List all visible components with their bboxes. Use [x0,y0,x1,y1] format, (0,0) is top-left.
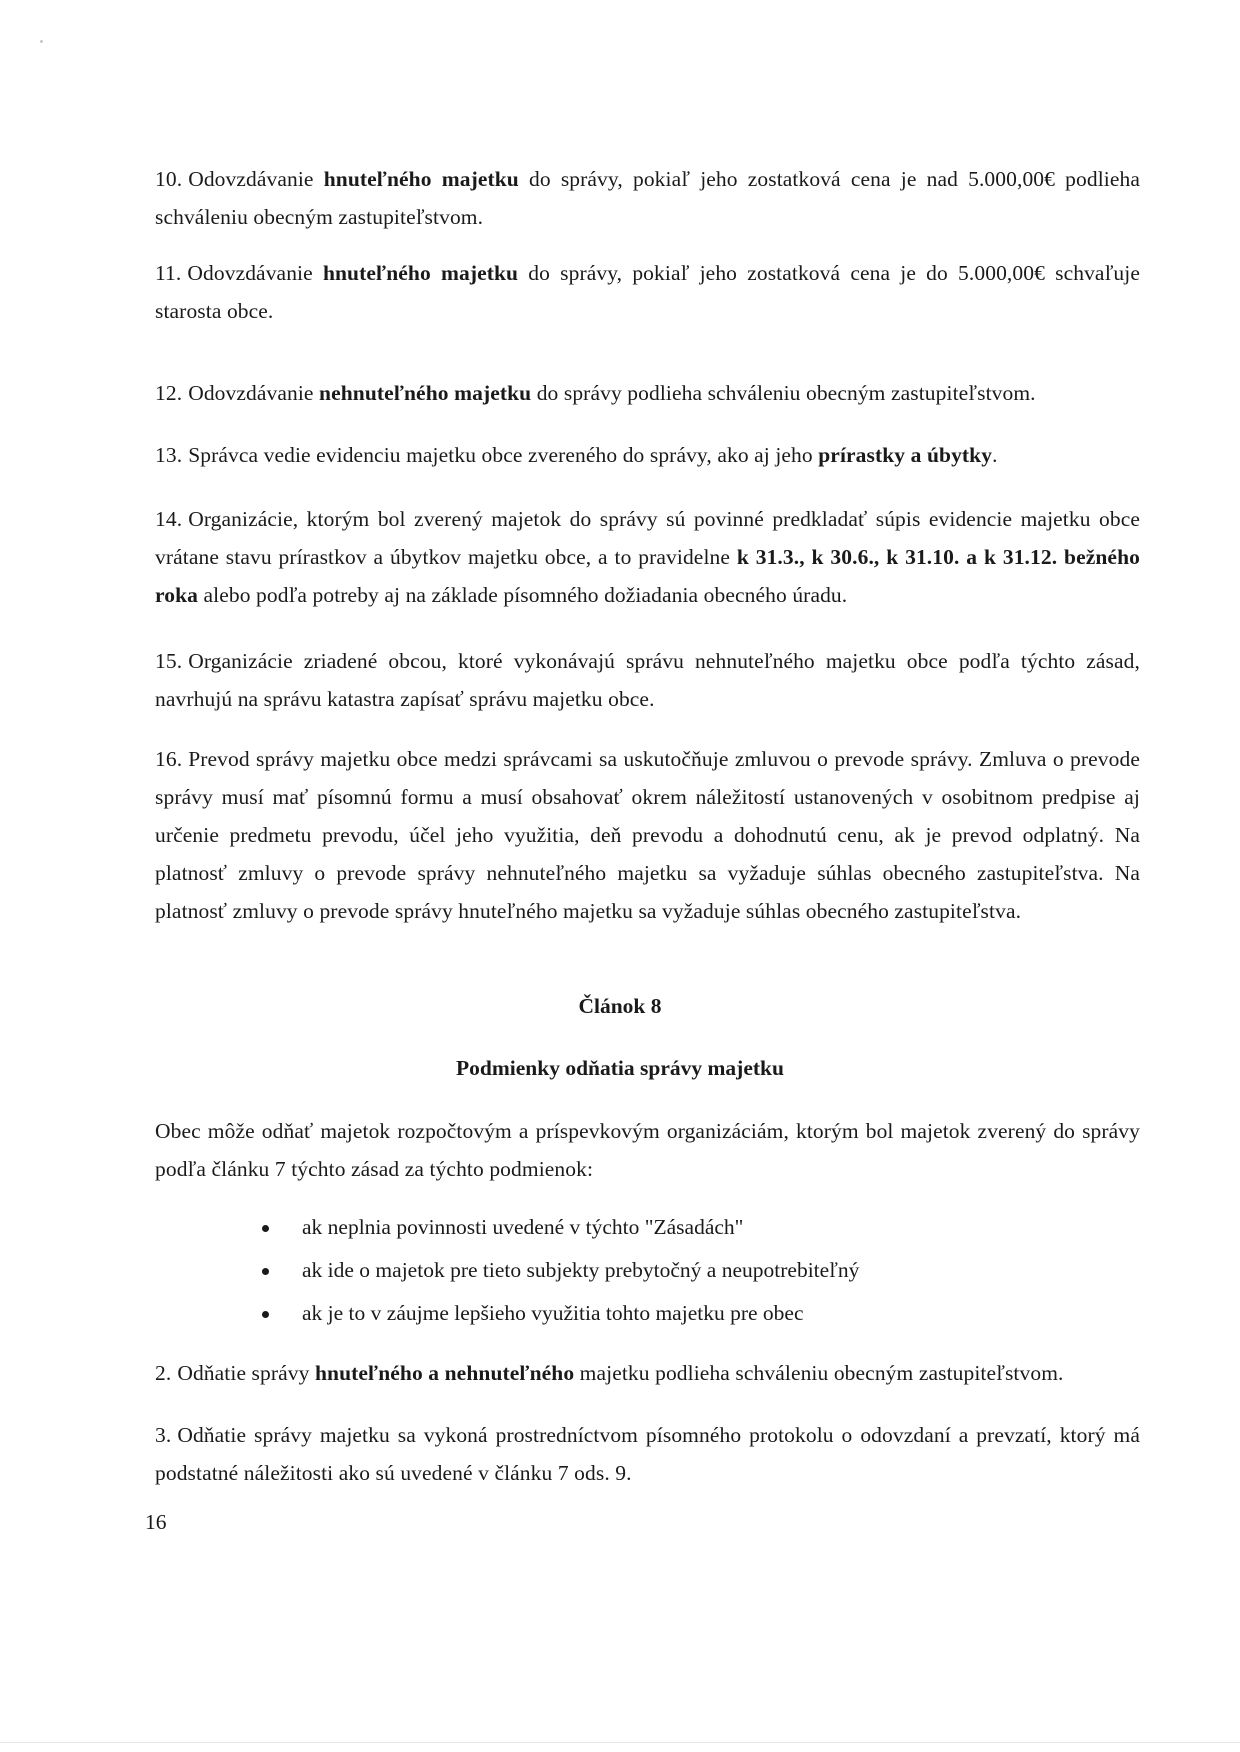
list-item: ak ide o majetok pre tieto subjekty prebytočný a neupotrebiteľný [262,1249,1062,1292]
paragraph-text: Odovzdávanie [188,381,320,405]
article-number: Článok 8 [578,994,662,1018]
paragraph-number: 14. [155,507,183,531]
paragraph-number: 12. [155,381,183,405]
paragraph-number: 16. [155,747,183,771]
conditions-list [262,1206,1062,1335]
paragraph-text: do správy podlieha schváleniu obecným zastupiteľstvom. [531,381,1036,405]
bullet-icon [262,1311,269,1318]
paragraph-text: Odňatie správy [177,1361,315,1385]
paragraph-10 [155,160,1140,236]
paragraph-text: . [992,443,998,467]
paragraph-number: 13. [155,443,183,467]
paragraph-2 [155,1354,1140,1392]
article-intro: Obec môže odňať majetok rozpočtovým a príspevkovým organizáciám, ktorým bol majetok zverený do správy podľa článku 7 týchto zásad za týchto podmienok: [155,1119,1140,1181]
bold-text: hnuteľného a nehnuteľného [314,1361,575,1385]
paragraph-text: alebo podľa potreby aj na základe písomného dožiadania obecného úradu. [198,583,848,607]
paragraph-11 [155,254,1140,330]
bullet-icon [262,1225,269,1232]
bold-text: prírastky a úbytky [818,443,993,467]
paragraph-13 [155,436,1140,474]
paragraph-16 [155,740,1140,930]
paragraph-text: majetku podlieha schváleniu obecným zastupiteľstvom. [574,1361,1064,1385]
scan-speck [40,40,43,43]
paragraph-number: 2. [155,1361,172,1385]
bold-text: k 31.3., k 30.6., k 31.10. a k 31.12. bežného roka [155,545,1140,607]
paragraph-text: do správy, pokiaľ jeho zostatková cena je nad 5.000,00€ podlieha schváleniu obecným zastupiteľstvom. [155,167,1140,229]
paragraph-3 [155,1416,1140,1492]
paragraph-number: 3. [155,1423,172,1447]
paragraph-text: Odňatie správy majetku sa vykoná prostredníctvom písomného protokolu o odovzdaní a prevzatí, ktorý má podstatné náležitosti ako sú uvedené v článku 7 ods. 9. [155,1423,1140,1485]
list-item: ak neplnia povinnosti uvedené v týchto "Zásadách" [262,1206,1062,1249]
paragraph-text: Správca vedie evidenciu majetku obce zvereného do správy, ako aj jeho [188,443,819,467]
bold-text: hnuteľného majetku [323,167,519,191]
paragraph-number: 11. [155,261,182,285]
paragraph-15 [155,642,1140,718]
paragraph-text: Odovzdávanie [187,261,323,285]
paragraph-text: Prevod správy majetku obce medzi správcami sa uskutočňuje zmluvou o prevode správy. Zmluva o prevode správy musí mať písomnú formu a musí obsahovať okrem náležitostí ustanovených v osobitnom predpise aj určenie predmetu prevodu, účel jeho využitia, deň prevodu a dohodnutú cenu, ak je prevod odplatný. Na platnosť zmluvy o prevode správy nehnuteľného majetku sa vyžaduje súhlas obecného zastupiteľstva. Na platnosť zmluvy o prevode správy hnuteľného majetku sa vyžaduje súhlas obecného zastupiteľstva. [155,747,1140,923]
bold-text: nehnuteľného majetku [319,381,532,405]
paragraph-text: Organizácie zriadené obcou, ktoré vykonávajú správu nehnuteľného majetku obce podľa týchto zásad, navrhujú na správu katastra zapísať správu majetku obce. [155,649,1140,711]
bold-text: hnuteľného majetku [322,261,519,285]
paragraph-number: 15. [155,649,183,673]
paragraph-text: do správy, pokiaľ jeho zostatková cena je do 5.000,00€ schvaľuje starosta obce. [155,261,1140,323]
paragraph-text: Odovzdávanie [188,167,324,191]
scan-edge-line [0,1742,1240,1743]
list-item: ak je to v záujme lepšieho využitia tohto majetku pre obec [262,1292,1062,1335]
page-number: 16 [145,1510,167,1534]
paragraph-text: Organizácie, ktorým bol zverený majetok do správy sú povinné predkladať súpis evidencie majetku obce vrátane stavu prírastkov a úbytkov majetku obce, a to pravidelne [155,507,1140,569]
paragraph-14 [155,500,1140,614]
paragraph-12 [155,374,1140,412]
paragraph-number: 10. [155,167,183,191]
bullet-icon [262,1268,269,1275]
article-title: Podmienky odňatia správy majetku [456,1056,784,1080]
